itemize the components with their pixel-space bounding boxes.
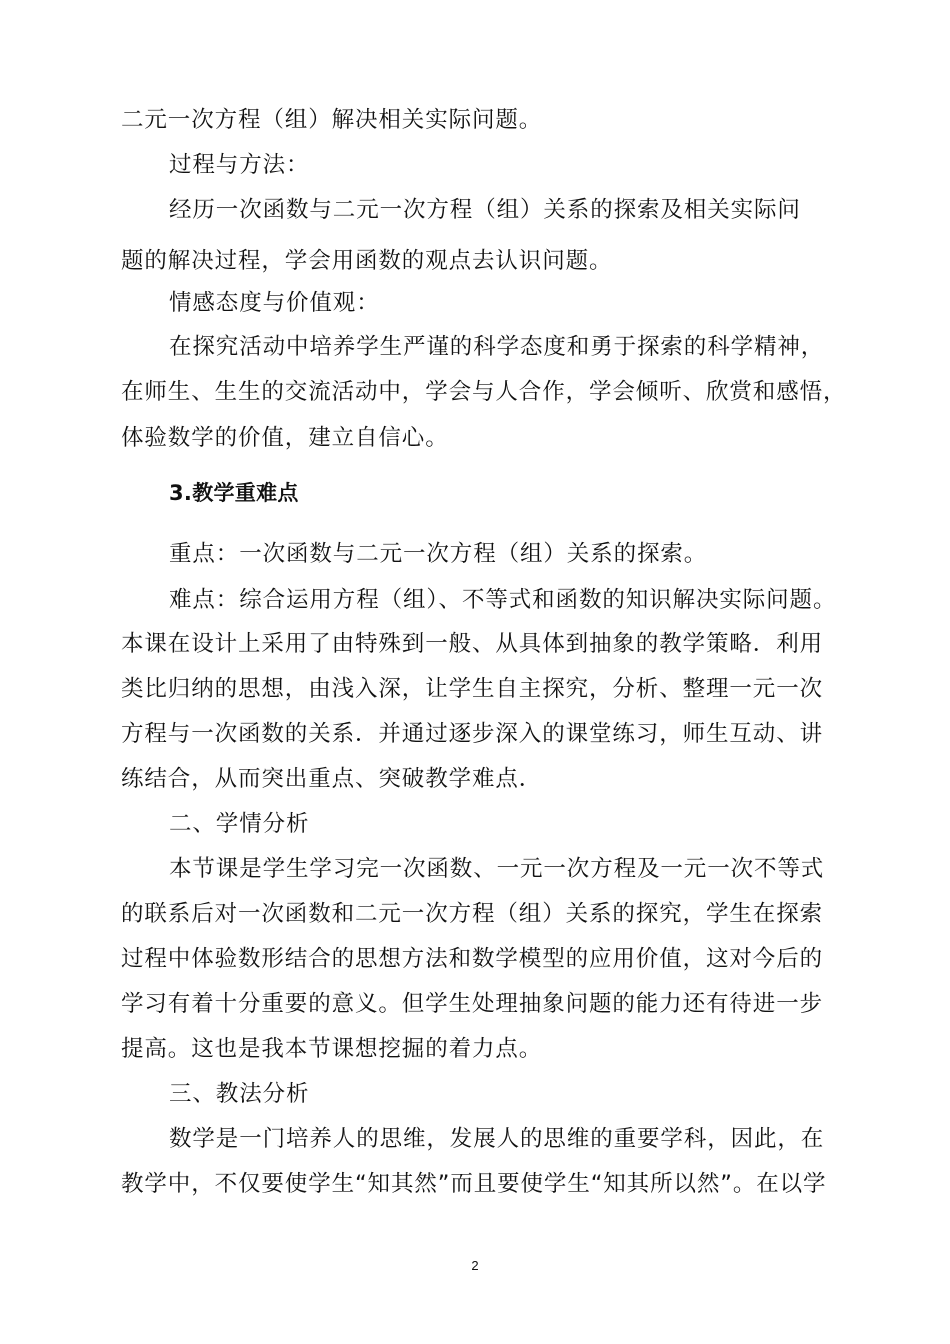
text-line: 数学是一门培养人的思维，发展人的思维的重要学科，因此，在 <box>169 1126 825 1152</box>
text-line: 本节课是学生学习完一次函数、一元一次方程及一元一次不等式 <box>169 856 825 882</box>
text-line: 学习有着十分重要的意义。但学生处理抽象问题的能力还有待进一步 <box>121 991 824 1017</box>
text-line: 体验数学的价值，建立自信心。 <box>121 425 449 451</box>
text-line: 练结合，从而突出重点、突破教学难点． <box>121 766 543 792</box>
text-line: 教学中，不仅要使学生“知其然”而且要使学生“知其所以然”。在以学 <box>121 1171 827 1197</box>
text-line: 难点：综合运用方程（组）、不等式和函数的知识解决实际问题。 <box>169 587 837 613</box>
text-line: 题的解决过程，学会用函数的观点去认识问题。 <box>121 248 613 274</box>
text-line: 本课在设计上采用了由特殊到一般、从具体到抽象的教学策略．利用 <box>121 631 824 657</box>
text-line: 方程与一次函数的关系．并通过逐步深入的课堂练习，师生互动、讲 <box>121 721 824 747</box>
text-line: 的联系后对一次函数和二元一次方程（组）关系的探究，学生在探索 <box>121 901 824 927</box>
section-heading: 二、学情分析 <box>169 811 310 837</box>
page-number: 2 <box>471 1258 479 1273</box>
text-line: 提高。这也是我本节课想挖掘的着力点。 <box>121 1036 543 1062</box>
text-line: 类比归纳的思想，由浅入深，让学生自主探究，分析、整理一元一次 <box>121 676 824 702</box>
section-heading: 三、教法分析 <box>169 1081 310 1107</box>
text-line: 在师生、生生的交流活动中，学会与人合作，学会倾听、欣赏和感悟， <box>121 379 847 405</box>
text-line: 在探究活动中培养学生严谨的科学态度和勇于探索的科学精神， <box>169 334 825 360</box>
text-line: 情感态度与价值观： <box>169 290 380 316</box>
section-heading: 3.教学重难点 <box>169 481 299 505</box>
text-line: 过程与方法： <box>169 152 310 178</box>
text-line: 过程中体验数形结合的思想方法和数学模型的应用价值，这对今后的 <box>121 946 824 972</box>
text-line: 重点：一次函数与二元一次方程（组）关系的探索。 <box>169 541 708 567</box>
text-line: 经历一次函数与二元一次方程（组）关系的探索及相关实际问 <box>169 197 801 223</box>
text-line: 二元一次方程（组）解决相关实际问题。 <box>121 107 543 133</box>
